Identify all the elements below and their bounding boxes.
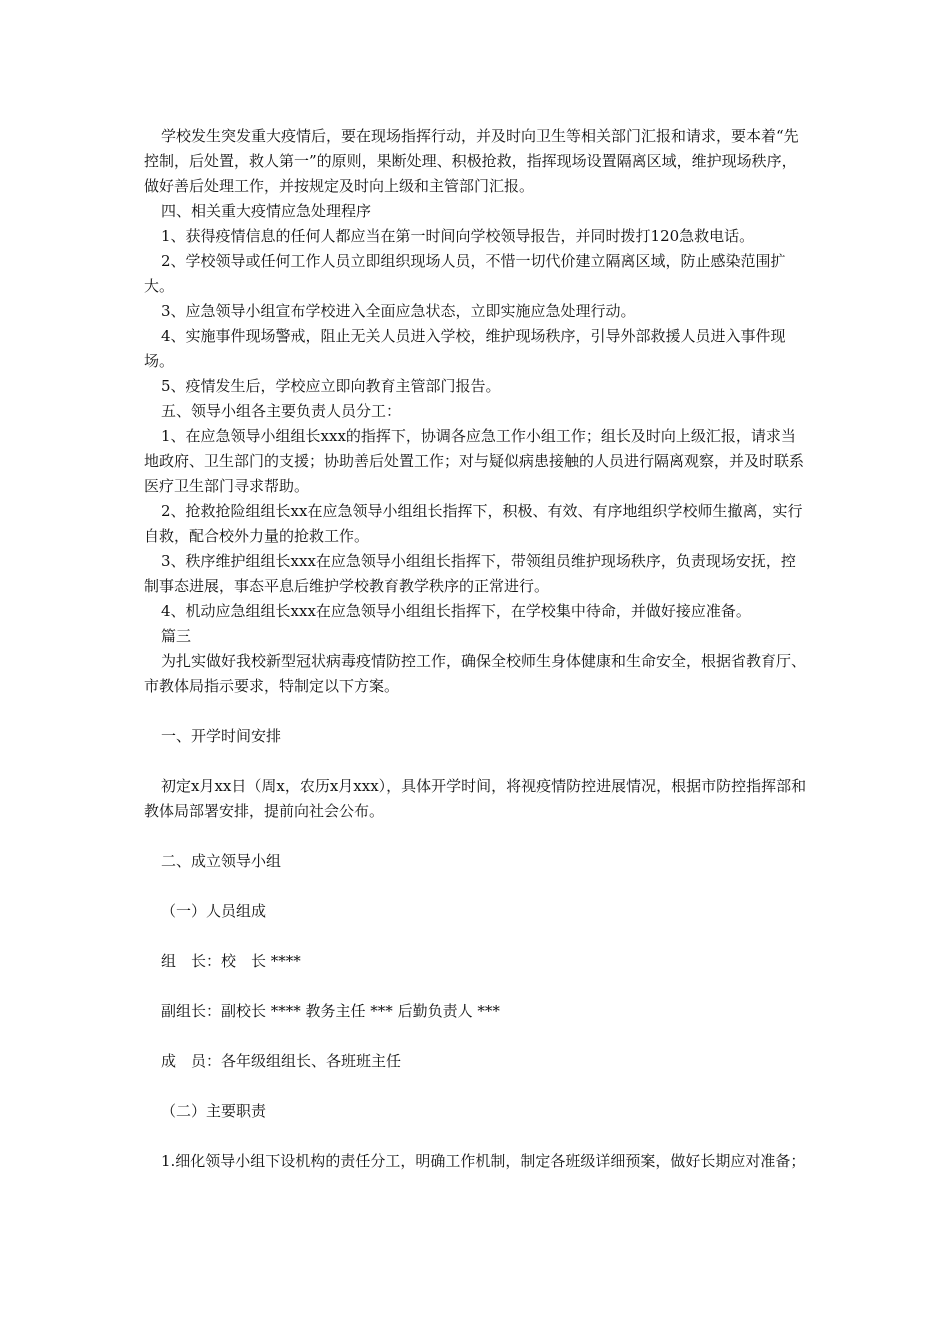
- duty-item-2: 2、抢救抢险组组长xx在应急领导小组组长指挥下，积极、有效、有序地组织学校师生撤离，实行自救，配合校外力量的抢救工作。: [144, 502, 803, 545]
- duty-item-3: 3、秩序维护组组长xxx在应急领导小组组长指挥下，带领组员维护现场秩序，负责现场安抚，控制事态进展，事态平息后维护学校教育教学秩序的正常进行。: [144, 552, 796, 595]
- heading-emergency-procedure: 四、相关重大疫情应急处理程序: [161, 202, 372, 220]
- heading-division-of-labor: 五、领导小组各主要负责人员分工：: [161, 402, 402, 420]
- paragraph-plan-intro: 为扎实做好我校新型冠状病毒疫情防控工作，确保全校师生身体健康和生命安全，根据省教育厅、市教体局指示要求，特制定以下方案。: [144, 652, 807, 695]
- member-leader: 组 长：校 长 ****: [161, 952, 301, 970]
- heading-leadership-group: 二、成立领导小组: [161, 852, 282, 870]
- procedure-item-3: 3、应急领导小组宣布学校进入全面应急状态，立即实施应急处理行动。: [161, 302, 636, 320]
- document-body: [144, 124, 810, 1174]
- paragraph-school-start-date: 初定x月xx日（周x，农历x月xxx），具体开学时间，将视疫情防控进展情况，根据市防控指挥部和教体局部署安排，提前向社会公布。: [144, 777, 807, 820]
- section-label-part-three: 篇三: [161, 627, 192, 645]
- subheading-main-duties: （二）主要职责: [161, 1102, 267, 1120]
- paragraph-outbreak-response: 学校发生突发重大疫情后，要在现场指挥行动，并及时向卫生等相关部门汇报和请求，要本着“先控制，后处置，救人第一”的原则，果断处理、积极抢救，指挥现场设置隔离区域，维护现场秩序，做好善后处理工作，并按规定及时向上级和主管部门汇报。: [144, 127, 799, 195]
- procedure-item-4: 4、实施事件现场警戒，阻止无关人员进入学校，维护现场秩序，引导外部救援人员进入事件现场。: [144, 327, 786, 370]
- main-duty-item-1: 1.细化领导小组下设机构的责任分工，明确工作机制，制定各班级详细预案，做好长期应对准备；: [161, 1152, 806, 1170]
- procedure-item-5: 5、疫情发生后，学校应立即向教育主管部门报告。: [161, 377, 501, 395]
- procedure-item-2: 2、学校领导或任何工作人员立即组织现场人员，不惜一切代价建立隔离区域，防止感染范围扩大。: [144, 252, 786, 295]
- procedure-item-1: 1、获得疫情信息的任何人都应当在第一时间向学校领导报告，并同时拨打120急救电话。: [161, 227, 755, 245]
- duty-item-1: 1、在应急领导小组组长xxx的指挥下，协调各应急工作小组工作；组长及时向上级汇报，请求当地政府、卫生部门的支援；协助善后处置工作；对与疑似病患接触的人员进行隔离观察，并及时联系医疗卫生部门寻求帮助。: [144, 427, 805, 495]
- duty-item-4: 4、机动应急组组长xxx在应急领导小组组长指挥下，在学校集中待命，并做好接应准备。: [161, 602, 751, 620]
- heading-school-start: 一、开学时间安排: [161, 727, 282, 745]
- subheading-members: （一）人员组成: [161, 902, 267, 920]
- member-group-members: 成 员：各年级组组长、各班班主任: [161, 1052, 402, 1070]
- member-deputy-leaders: 副组长：副校长 **** 教务主任 *** 后勤负责人 ***: [161, 1002, 500, 1020]
